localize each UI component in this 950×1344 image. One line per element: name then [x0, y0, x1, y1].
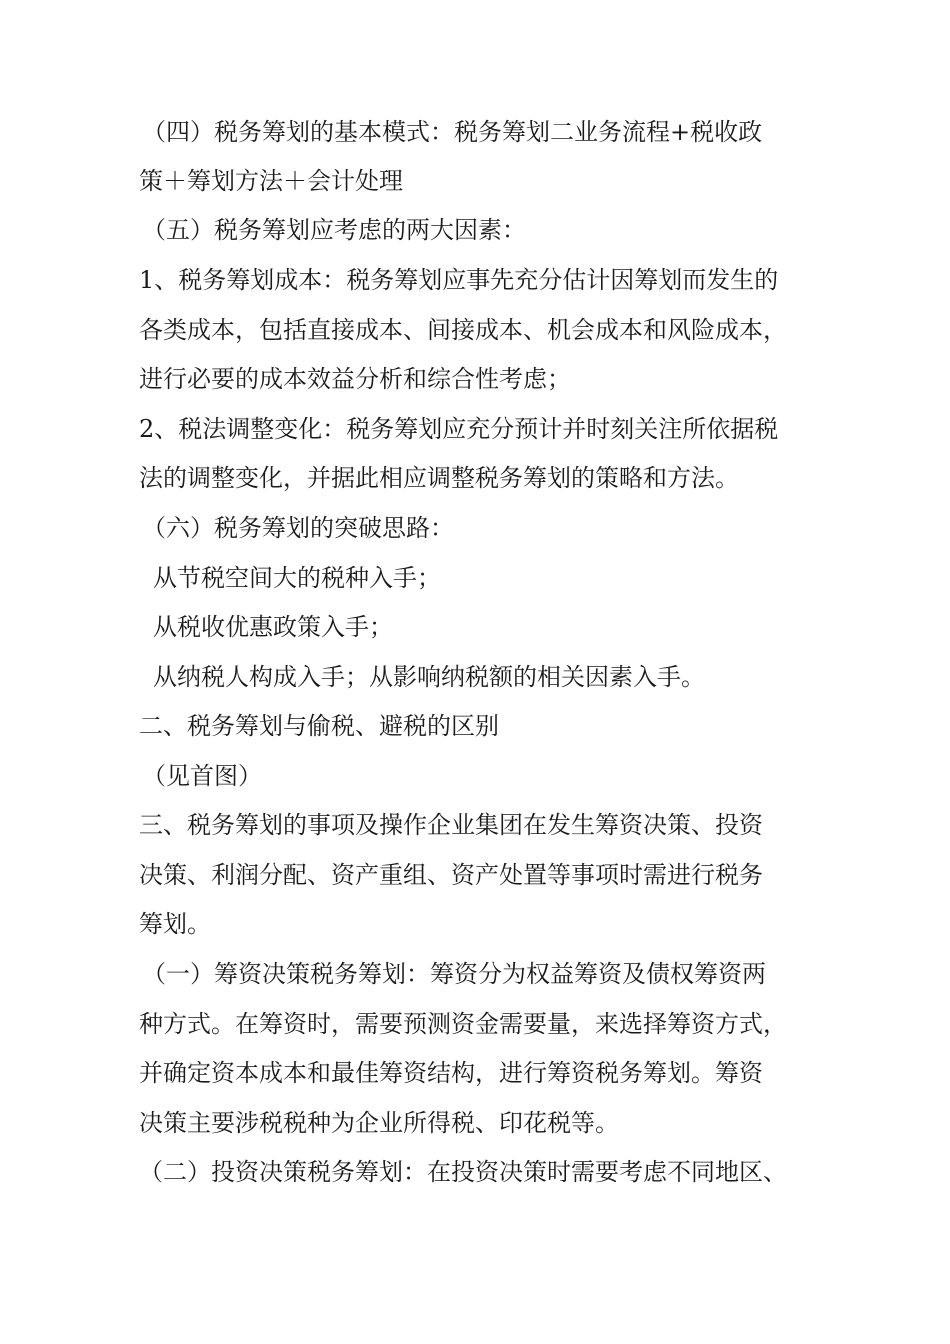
text-line-12: 从纳税人构成入手；从影响纳税额的相关因素入手。	[153, 663, 705, 691]
text-line-16: 决策、利润分配、资产重组、资产处置等事项时需进行税务	[139, 861, 763, 889]
text-line-15: 三、税务筹划的事项及操作企业集团在发生筹资决策、投资	[139, 811, 763, 839]
text-line-2: 策＋筹划方法＋会计处理	[139, 167, 403, 195]
text-line-9: （六）税务筹划的突破思路：	[142, 514, 454, 542]
text-line-19: 种方式。在筹资时，需要预测资金需要量，来选择筹资方式，	[139, 1010, 787, 1038]
text-line-11: 从税收优惠政策入手；	[153, 613, 393, 641]
text-line-18: （一）筹资决策税务筹划：筹资分为权益筹资及债权筹资两	[142, 960, 766, 988]
text-line-1: （四）税务筹划的基本模式：税务筹划二业务流程+税收政	[142, 118, 763, 146]
text-line-8: 法的调整变化，并据此相应调整税务筹划的策略和方法。	[139, 464, 739, 492]
text-line-4: 1、税务筹划成本：税务筹划应事先充分估计因筹划而发生的	[139, 266, 779, 294]
text-line-7: 2、税法调整变化：税务筹划应充分预计并时刻关注所依据税	[139, 415, 779, 443]
text-line-17: 筹划。	[139, 910, 211, 938]
text-line-13: 二、税务筹划与偷税、避税的区别	[139, 712, 499, 740]
text-line-6: 进行必要的成本效益分析和综合性考虑；	[139, 365, 571, 393]
text-line-21: 决策主要涉税税种为企业所得税、印花税等。	[139, 1109, 619, 1137]
text-line-22: （二）投资决策税务筹划：在投资决策时需要考虑不同地区、	[139, 1158, 787, 1186]
text-line-14: （见首图）	[142, 762, 262, 790]
text-line-10: 从节税空间大的税种入手；	[153, 564, 441, 592]
text-line-3: （五）税务筹划应考虑的两大因素：	[142, 216, 526, 244]
text-line-20: 并确定资本成本和最佳筹资结构，进行筹资税务筹划。筹资	[139, 1059, 763, 1087]
text-line-5: 各类成本，包括直接成本、间接成本、机会成本和风险成本，	[139, 316, 787, 344]
